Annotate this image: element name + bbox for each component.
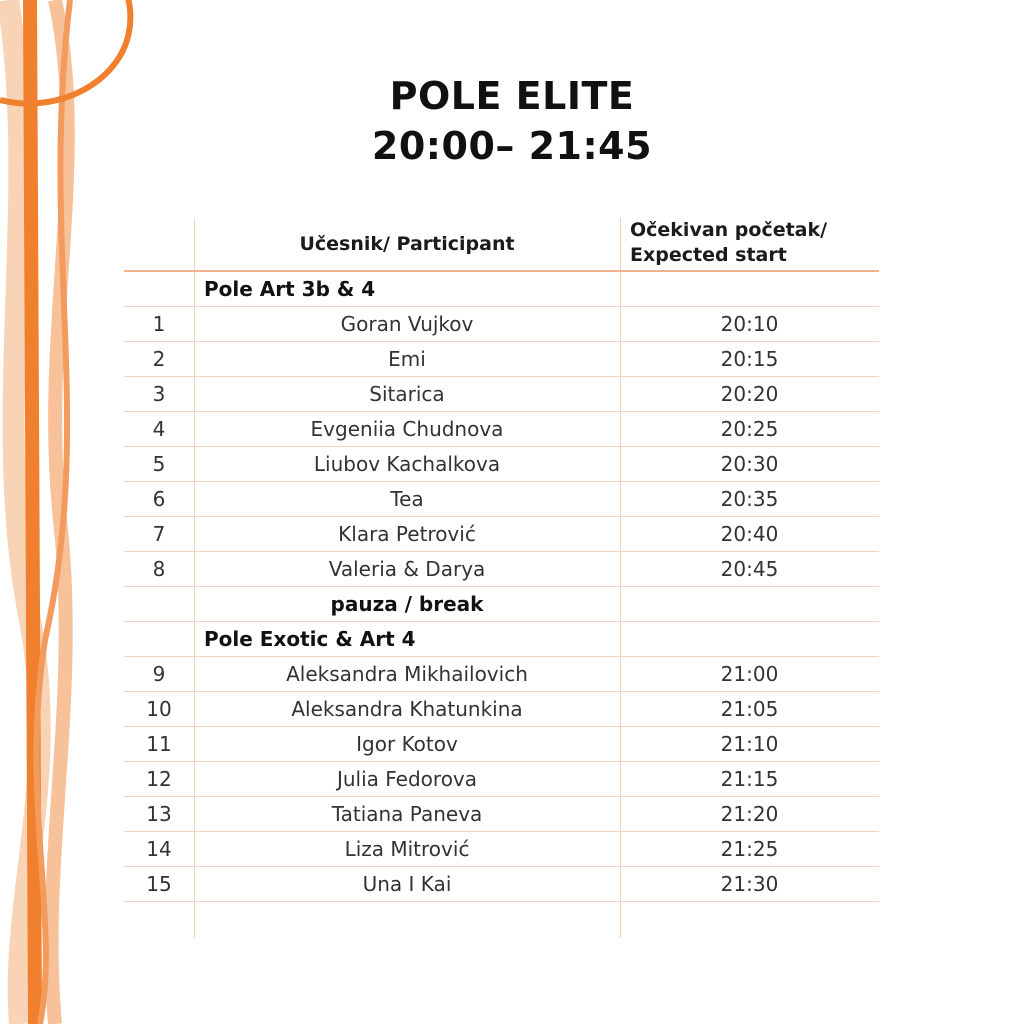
table-row	[124, 727, 879, 762]
participant-name: Tea	[390, 487, 424, 511]
participant-name: Klara Petrović	[338, 522, 476, 546]
participant-name: Valeria & Darya	[328, 557, 486, 581]
table-row	[124, 657, 879, 692]
expected-start: 21:05	[720, 697, 779, 721]
expected-start: 20:15	[720, 347, 779, 371]
row-number: 13	[146, 802, 172, 826]
participant-name: Evgeniia Chudnova	[310, 417, 504, 441]
time-range: 20:00– 21:45	[371, 124, 653, 168]
participant-name: Igor Kotov	[356, 732, 458, 756]
break-row	[124, 587, 879, 622]
expected-start: 21:30	[720, 872, 779, 896]
expected-start-header	[630, 218, 827, 268]
row-number: 1	[152, 312, 166, 336]
participant-name: Tatiana Paneva	[331, 802, 483, 826]
expected-start: 21:00	[720, 662, 779, 686]
expected-start-header-line2: Expected start	[630, 244, 787, 266]
expected-start: 20:10	[720, 312, 779, 336]
participant-name: Julia Fedorova	[336, 767, 478, 791]
group-row	[124, 622, 879, 657]
row-number: 6	[152, 487, 166, 511]
page-title: POLE ELITE	[389, 74, 635, 118]
expected-start: 20:35	[720, 487, 779, 511]
table-header	[124, 218, 879, 272]
row-number: 10	[146, 697, 172, 721]
row-number: 15	[146, 872, 172, 896]
row-number: 3	[152, 382, 166, 406]
table-row	[124, 342, 879, 377]
table-row	[124, 377, 879, 412]
table-row	[124, 412, 879, 447]
row-number: 14	[146, 837, 172, 861]
participant-name: Liubov Kachalkova	[313, 452, 501, 476]
table-row	[124, 517, 879, 552]
expected-start: 21:25	[720, 837, 779, 861]
table-row	[124, 832, 879, 867]
row-number: 7	[152, 522, 166, 546]
expected-start: 21:20	[720, 802, 779, 826]
participant-name: Emi	[388, 347, 426, 371]
row-number: 12	[146, 767, 172, 791]
row-number: 8	[152, 557, 166, 581]
table-row	[124, 552, 879, 587]
row-number: 5	[152, 452, 166, 476]
participant-name: Goran Vujkov	[340, 312, 474, 336]
row-number: 2	[152, 347, 166, 371]
participant-name: Aleksandra Khatunkina	[291, 697, 523, 721]
expected-start: 20:45	[720, 557, 779, 581]
expected-start: 20:25	[720, 417, 779, 441]
table-row	[124, 482, 879, 517]
participant-name: Liza Mitrović	[344, 837, 470, 861]
table-row	[124, 762, 879, 797]
row-number: 11	[146, 732, 172, 756]
table-row	[124, 692, 879, 727]
expected-start: 21:15	[720, 767, 779, 791]
table-row	[124, 307, 879, 342]
table-row	[124, 447, 879, 482]
row-number: 9	[152, 662, 166, 686]
participant-name: Una I Kai	[362, 872, 452, 896]
participant-name: Sitarica	[369, 382, 445, 406]
participant-name: Aleksandra Mikhailovich	[286, 662, 528, 686]
table-row	[124, 867, 879, 902]
group-label: Pole Exotic & Art 4	[204, 627, 416, 651]
table-row	[124, 797, 879, 832]
expected-start: 21:10	[720, 732, 779, 756]
expected-start-header-line1: Očekivan početak/	[630, 219, 828, 241]
group-row	[124, 272, 879, 307]
schedule-table	[124, 218, 879, 902]
expected-start: 20:40	[720, 522, 779, 546]
expected-start: 20:30	[720, 452, 779, 476]
row-number: 4	[152, 417, 166, 441]
expected-start: 20:20	[720, 382, 779, 406]
group-label: Pole Art 3b & 4	[204, 277, 376, 301]
break-label: pauza / break	[330, 592, 484, 616]
participant-header: Učesnik/ Participant	[299, 233, 515, 255]
